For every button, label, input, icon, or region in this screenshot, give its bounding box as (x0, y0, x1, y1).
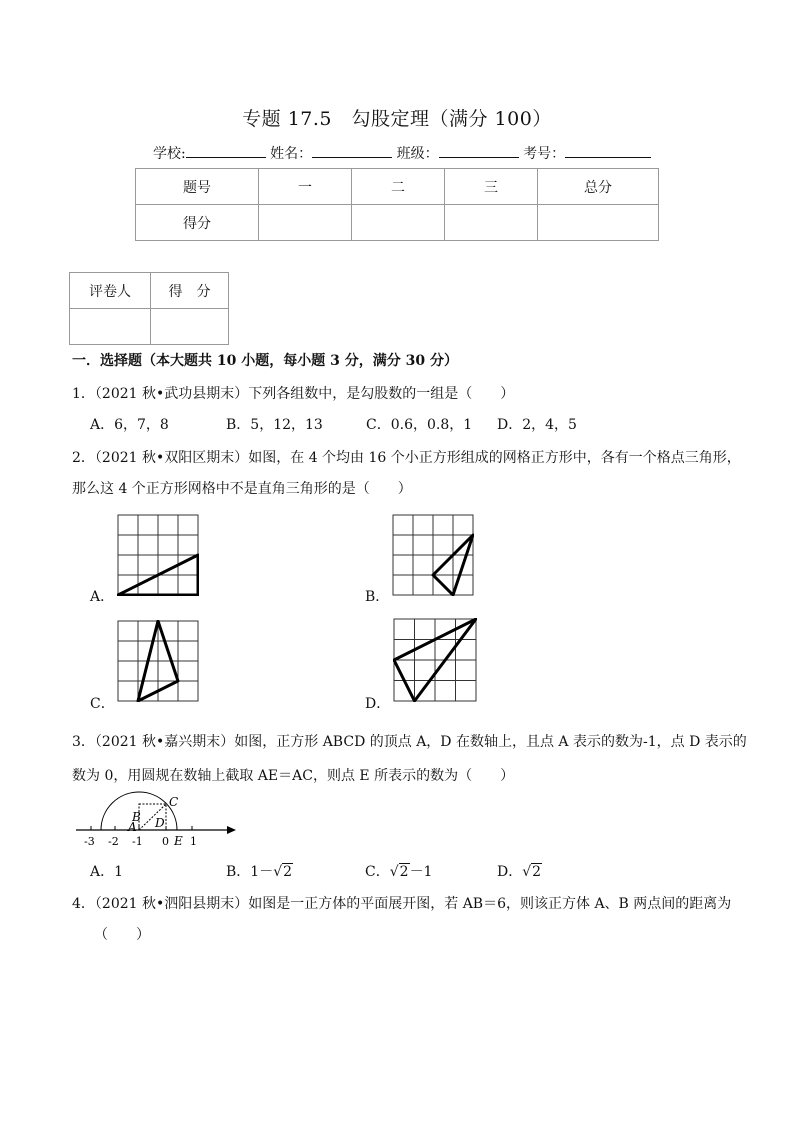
q3-option-c-suffix: －1 (409, 864, 433, 880)
question-4-line2: （ ） (94, 927, 150, 943)
q3-option-d-text: D． (497, 864, 523, 880)
q2-option-d[interactable]: D． (365, 696, 391, 712)
q3-option-b-text: B．1－ (226, 864, 274, 880)
score-cell[interactable] (259, 205, 352, 241)
name-field[interactable] (312, 142, 392, 158)
q1-option-b[interactable]: B．5，12，13 (226, 417, 323, 433)
class-label: 班级： (396, 146, 439, 162)
q3-option-c-radicand: 2 (399, 864, 409, 880)
question-4-line1: 4．（2021 秋•泗阳县期末）如图是一正方体的平面展开图，若 AB＝6，则该正方体 A、B 两点间的距离为 (72, 896, 732, 912)
tick-label: 0 (162, 835, 169, 848)
score-cell[interactable] (352, 205, 445, 241)
question-1: 1．（2021 秋•武功县期末）下列各组数中，是勾股数的一组是（ ） (72, 386, 515, 402)
point-label-e: E (174, 834, 183, 848)
q2-option-b[interactable]: B． (365, 589, 390, 605)
tick-label: 1 (190, 835, 197, 848)
question-3-line2: 数为 0，用圆规在数轴上截取 AE＝AC，则点 E 所表示的数为（ ） (72, 768, 515, 784)
sqrt-icon: √ (273, 864, 283, 880)
score-cell[interactable] (445, 205, 538, 241)
q3-option-b[interactable] (226, 861, 293, 881)
question-3-line1: 3．（2021 秋•嘉兴期末）如图，正方形 ABCD 的顶点 A，D 在数轴上，且点 A 表示的数为-1，点 D 表示的 (72, 734, 747, 750)
q1-option-a[interactable]: A．6，7，8 (90, 417, 169, 433)
q3-option-c[interactable] (365, 861, 432, 881)
tick-label: -2 (108, 835, 119, 848)
sqrt-icon: √ (389, 864, 399, 880)
page-title: 专题 17.5 勾股定理（满分 100） (242, 108, 552, 130)
grader-table (69, 272, 229, 345)
q2-option-a[interactable]: A． (90, 589, 115, 605)
q2-option-c[interactable]: C． (90, 696, 115, 712)
section-title: 一．选择题（本大题共 10 小题，每小题 3 分，满分 30 分） (72, 353, 458, 369)
question-2-line1: 2．（2021 秋•双阳区期末）如图，在 4 个均由 16 个小正方形组成的网格正方形中，各有一个格点三角形， (72, 450, 741, 466)
point-label-a: A (128, 820, 137, 834)
class-field[interactable] (439, 142, 519, 158)
score-table-header-row (136, 169, 659, 205)
grid-figure-b (392, 514, 474, 596)
score-header: 得 分 (151, 273, 229, 309)
student-info-line (153, 142, 651, 163)
q1-option-c[interactable]: C．0.6，0.8，1 (366, 417, 473, 433)
score-row-label: 得分 (136, 205, 259, 241)
q1-option-d[interactable]: D．2，4，5 (497, 417, 577, 433)
grid-figure-a (117, 514, 199, 596)
q3-option-b-radicand: 2 (283, 864, 293, 880)
point-label-b: B (132, 810, 141, 824)
q3-option-d[interactable] (497, 861, 542, 881)
arrow-icon (227, 826, 236, 834)
sqrt-icon: √ (522, 864, 532, 880)
score-table-row (136, 205, 659, 241)
q3-option-a[interactable]: A．1 (90, 864, 124, 880)
tick-label: -3 (84, 835, 95, 848)
score-table-header: 三 (445, 169, 538, 205)
q3-option-d-radicand: 2 (532, 864, 542, 880)
school-label: 学校: (153, 146, 186, 162)
name-label: 姓名： (270, 146, 313, 162)
school-field[interactable] (186, 142, 266, 158)
score-cell[interactable] (151, 309, 229, 345)
exam-no-field[interactable] (565, 142, 651, 158)
score-table-header: 总分 (538, 169, 659, 205)
point-label-c: C (169, 795, 179, 809)
grid-figure-c (117, 620, 199, 702)
score-table-header: 一 (259, 169, 352, 205)
tick-label: -1 (132, 835, 143, 848)
point-label-d: D (155, 816, 165, 830)
score-cell[interactable] (538, 205, 659, 241)
exam-no-label: 考号： (523, 146, 566, 162)
score-table-header: 二 (352, 169, 445, 205)
grader-cell[interactable] (70, 309, 151, 345)
grid-figure-d (393, 618, 477, 702)
q3-option-c-text: C． (365, 864, 390, 880)
score-table-header: 题号 (136, 169, 259, 205)
grader-header: 评卷人 (70, 273, 151, 309)
number-line-figure (70, 790, 245, 852)
question-2-line2: 那么这 4 个正方形网格中不是直角三角形的是（ ） (72, 481, 412, 497)
score-table (135, 168, 659, 241)
